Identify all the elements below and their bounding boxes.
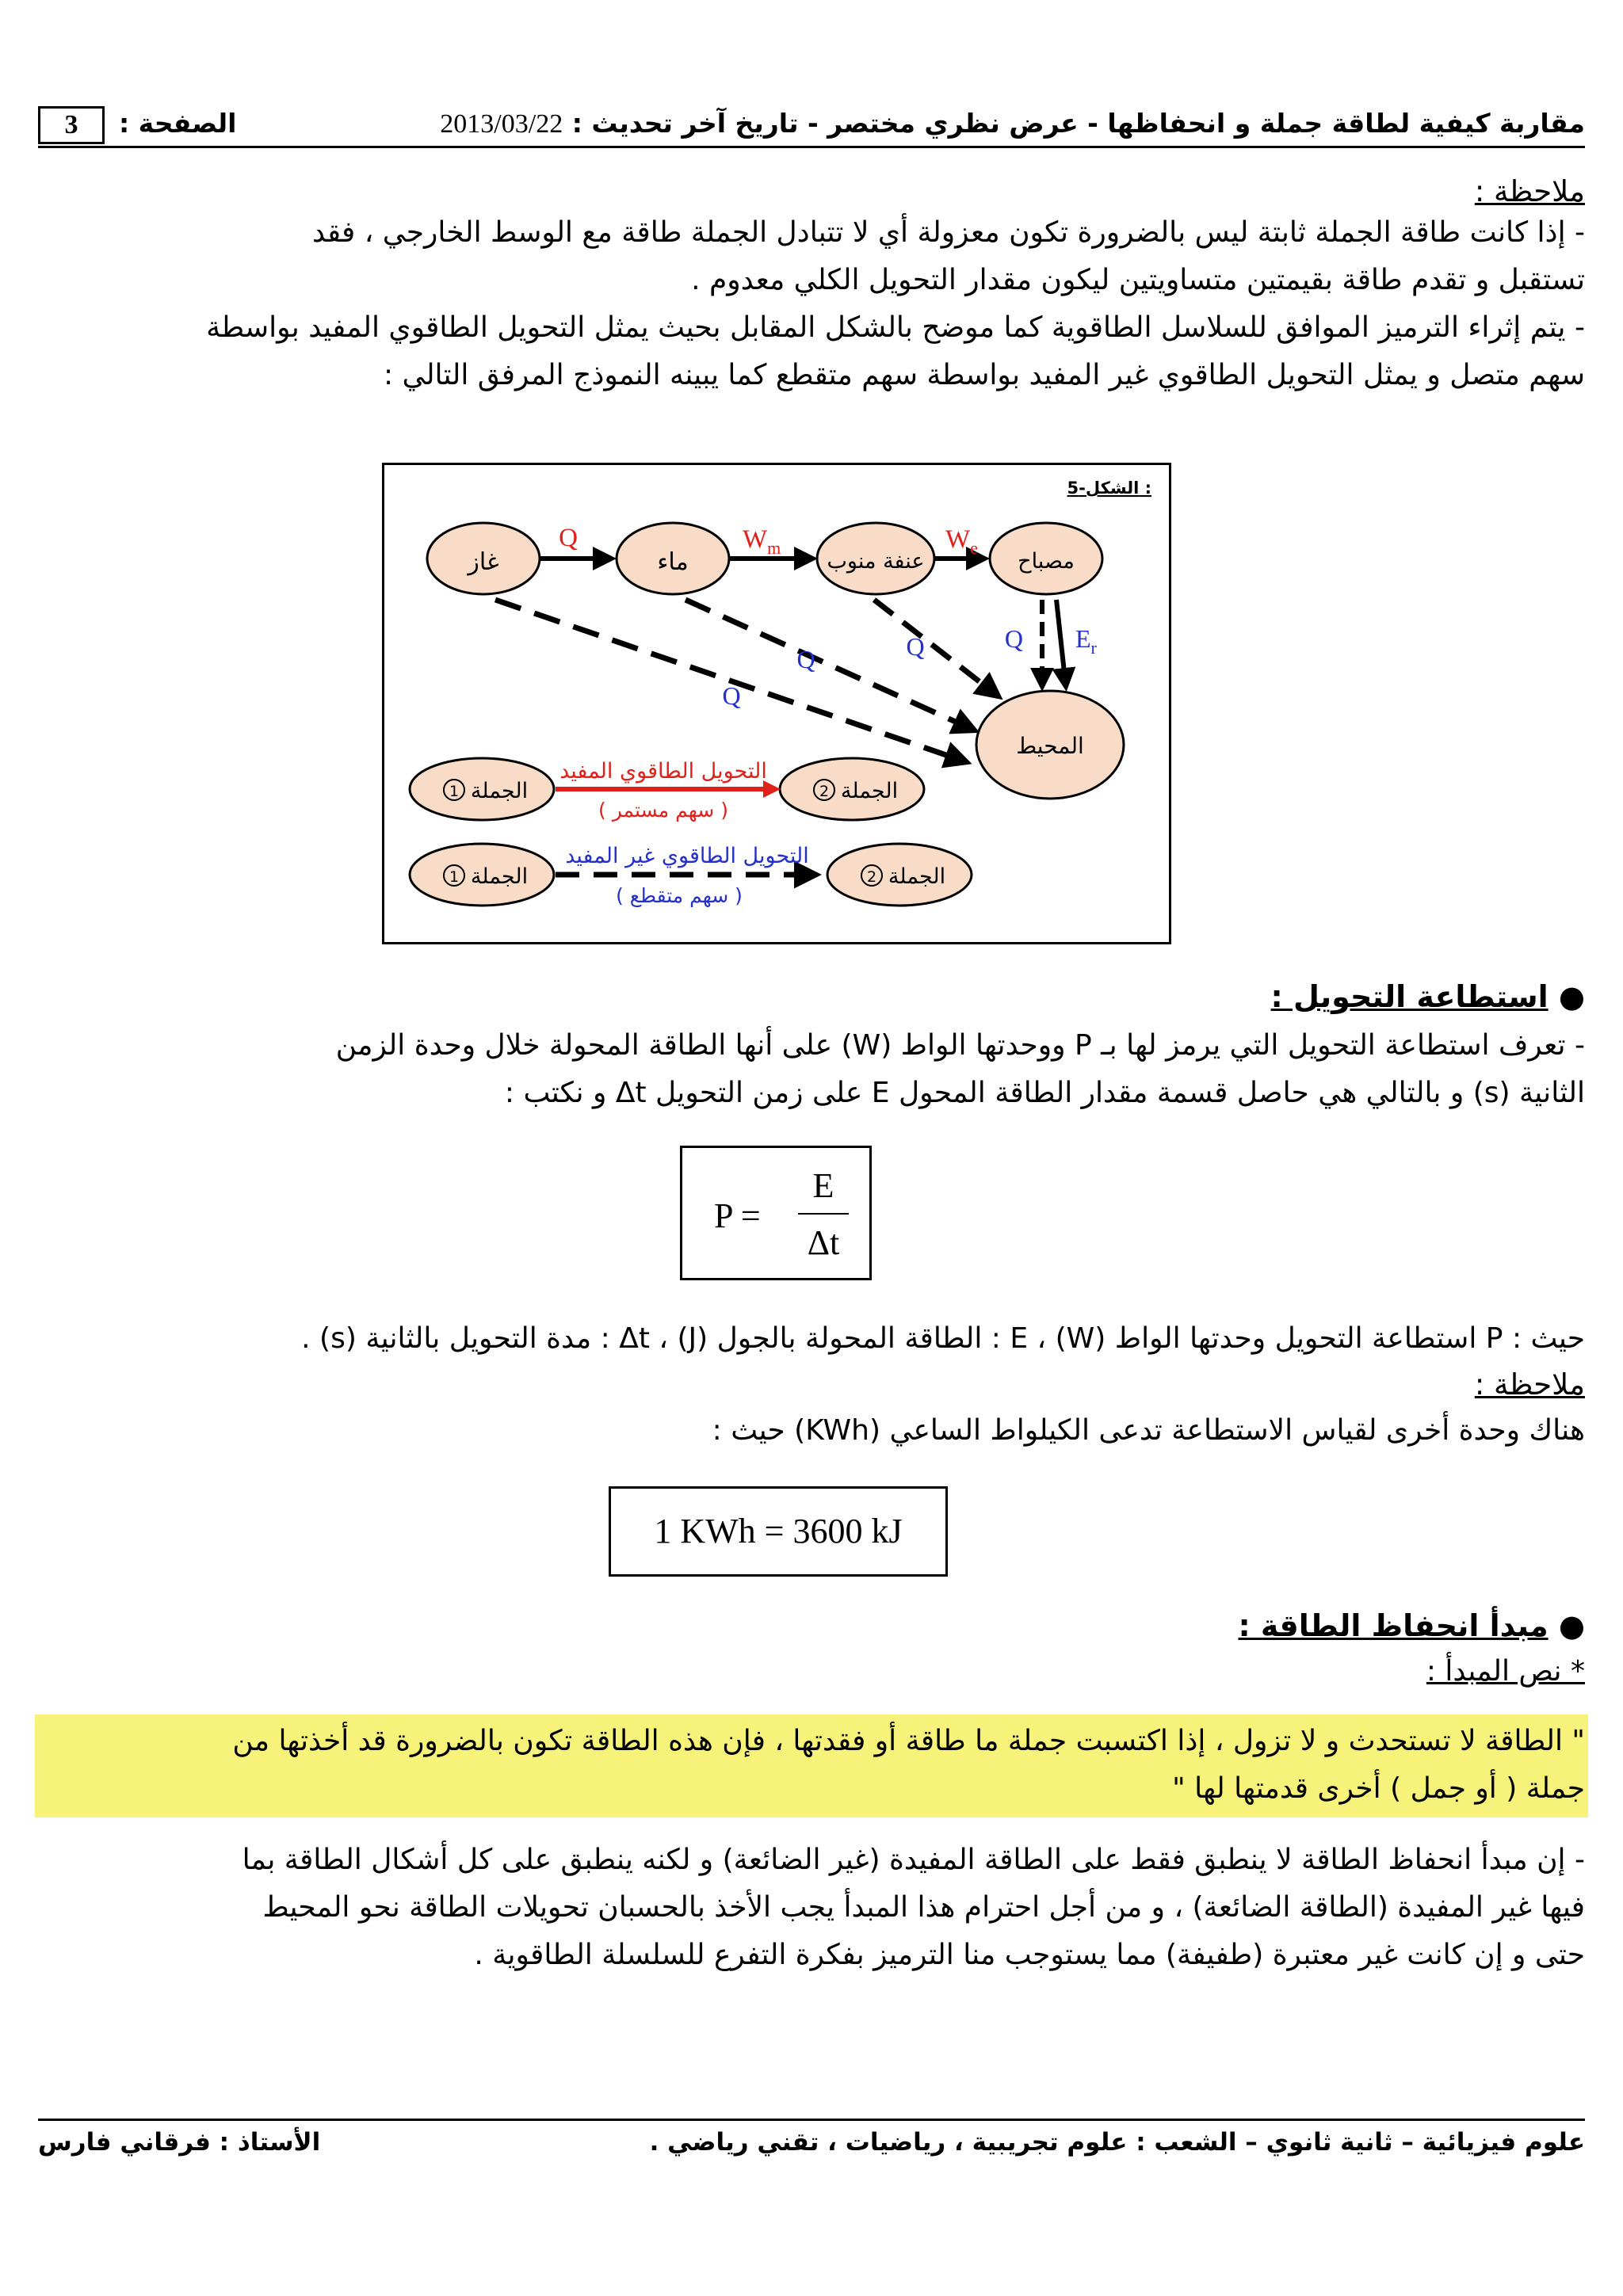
energy-chain-figure <box>382 463 1171 944</box>
conservation-heading-text: مبدأ انحفاظ الطاقة : <box>1238 1608 1549 1643</box>
legend-system-2a-label: الجملة <box>840 779 899 803</box>
arrow-water-env <box>685 600 975 730</box>
legend-useless-label: التحويل الطاقوي غير المفيد <box>565 844 809 868</box>
conservation-body <box>38 1836 1585 1979</box>
power-body <box>38 1022 1585 1117</box>
legend-system-1a-label: الجملة <box>470 779 529 803</box>
principle-quote-line-2: جملة ( أو جمل ) أخرى قدمتها لها " <box>1172 1772 1585 1805</box>
legend-useful-note: ( سهم مستمر ) <box>598 799 728 822</box>
label-q-gas-env: Q <box>722 681 741 710</box>
power-formula-bar <box>798 1213 849 1215</box>
kwh-formula <box>609 1486 948 1577</box>
note1-line-4: سهم متصل و يمثل التحويل الطاقوي غير المفيد بواسطة سهم متقطع كما يبينه النموذج المرفق التالي : <box>383 359 1585 391</box>
legend-system-1b-label: الجملة <box>470 864 529 889</box>
node-gas-label: غاز <box>468 548 499 576</box>
label-q-turbine-env: Q <box>906 632 925 661</box>
bullet-icon: ● <box>1548 1608 1585 1643</box>
label-er: $E_r$ <box>1075 624 1097 658</box>
note1-body <box>38 209 1585 399</box>
principle-quote-line-1: " الطاقة لا تستحدث و لا تزول ، إذا اكتسبت جملة ما طاقة أو فقدتها ، فإن هذه الطاقة تكون بالضرورة قد أخذتها من <box>232 1725 1585 1757</box>
conservation-line-1: - إن مبدأ انحفاظ الطاقة لا ينطبق فقط على الطاقة المفيدة (غير الضائعة) و لكنه ينطبق على كل أشكال الطاقة بما <box>242 1844 1585 1876</box>
power-heading-text: استطاعة التحويل : <box>1270 979 1549 1014</box>
note2-heading: ملاحظة : <box>1474 1367 1585 1402</box>
legend-num-1b: 1 <box>449 868 460 886</box>
legend-num-2a: 2 <box>819 783 830 800</box>
header-date: 2013/03/22 <box>440 109 563 139</box>
label-wm: $W_m$ <box>743 525 781 558</box>
label-q-lamp: Q <box>1004 624 1023 653</box>
label-q-water-env: Q <box>796 645 815 673</box>
note2-line: هناك وحدة أخرى لقياس الاستطاعة تدعى الكيلواط الساعي (KWh) حيث : <box>712 1414 1585 1447</box>
legend-num-1a: 1 <box>449 783 460 800</box>
legend-num-2b: 2 <box>866 868 877 886</box>
legend-system-2b-label: الجملة <box>888 864 946 889</box>
node-turbine-label: عنفة منوب <box>827 549 925 574</box>
power-formula-num: E <box>812 1166 834 1205</box>
bullet-icon: ● <box>1548 979 1585 1014</box>
note1-heading: ملاحظة : <box>1474 174 1585 208</box>
header-page-label: الصفحة : <box>119 108 237 139</box>
arrow-lamp-env-er <box>1056 600 1066 687</box>
node-environment-label: المحيط <box>1016 733 1084 759</box>
footer-teacher: الأستاذ : فرقاني فارس <box>38 2128 321 2157</box>
note1-line-2: تستقبل و تقدم طاقة بقيمتين متساويتين ليكون مقدار التحويل الكلي معدوم . <box>691 264 1585 296</box>
label-we: $W_e$ <box>945 525 978 558</box>
page-number: 3 <box>38 106 105 144</box>
figure-label: الشكل-5 : <box>1067 479 1151 498</box>
conservation-sub: * نص المبدأ : <box>1426 1655 1585 1688</box>
conservation-line-2: فيها غير المفيدة (الطاقة الضائعة) ، و من أجل احترام هذا المبدأ يجب الأخذ بالحسبان تحويلات الطاقة نحو المحيط <box>262 1891 1585 1924</box>
power-formula-lhs: P = <box>714 1196 761 1235</box>
node-lamp-label: مصباح <box>1018 549 1075 574</box>
arrow-turbine-env <box>874 600 999 696</box>
principle-quote <box>35 1714 1588 1817</box>
power-line-1: - تعرف استطاعة التحويل التي يرمز لها بـ P ووحدتها الواط (W) على أنها الطاقة المحولة خلال وحدة الزمن <box>335 1029 1585 1062</box>
energy-chain-diagram <box>384 465 1169 942</box>
header-title <box>440 108 1585 139</box>
power-formula-den: Δt <box>807 1223 840 1262</box>
label-q-gas-water: Q <box>559 524 578 552</box>
conservation-line-3: حتى و إن كانت غير معتبرة (طفيفة) مما يستوجب منا الترميز بفكرة التفرع للسلسلة الطاقوية . <box>474 1939 1585 1971</box>
note1-line-3: - يتم إثراء الترميز الموافق للسلاسل الطاقوية كما موضح بالشكل المقابل بحيث يمثل التحويل الطاقوي المفيد بواسطة <box>206 311 1585 344</box>
note1-line-1: - إذا كانت طاقة الجملة ثابتة ليس بالضرورة تكون معزولة أي لا تتبادل الجملة طاقة مع الوسط الخارجي ، فقد <box>311 216 1585 249</box>
header-title-text: مقاربة كيفية لطاقة جملة و انحفاظها - عرض نظري مختصر - تاريخ آخر تحديث : <box>571 108 1585 139</box>
header-rule <box>38 146 1585 148</box>
legend-useful-label: التحويل الطاقوي المفيد <box>559 759 767 784</box>
power-heading <box>1271 973 1585 1020</box>
node-water-label: ماء <box>657 548 689 576</box>
power-formula <box>680 1146 872 1280</box>
footer-rule <box>38 2119 1585 2121</box>
kwh-formula-text: 1 KWh = 3600 kJ <box>654 1512 903 1550</box>
conservation-heading <box>1238 1602 1585 1650</box>
power-line-2: الثانية (s) و بالتالي هي حاصل قسمة مقدار الطاقة المحول E على زمن التحويل Δt و نكتب : <box>504 1077 1585 1109</box>
footer-subject: علوم فيزيائية – ثانية ثانوي – الشعب : علوم تجريبية ، رياضيات ، تقني رياضي . <box>649 2128 1585 2157</box>
legend-useless-note: ( سهم متقطع ) <box>616 884 743 907</box>
power-where: حيث : P استطاعة التحويل وحدتها الواط (W) ، E : الطاقة المحولة بالجول (J) ، Δt : مدة التحويل بالثانية (s) . <box>301 1322 1585 1355</box>
